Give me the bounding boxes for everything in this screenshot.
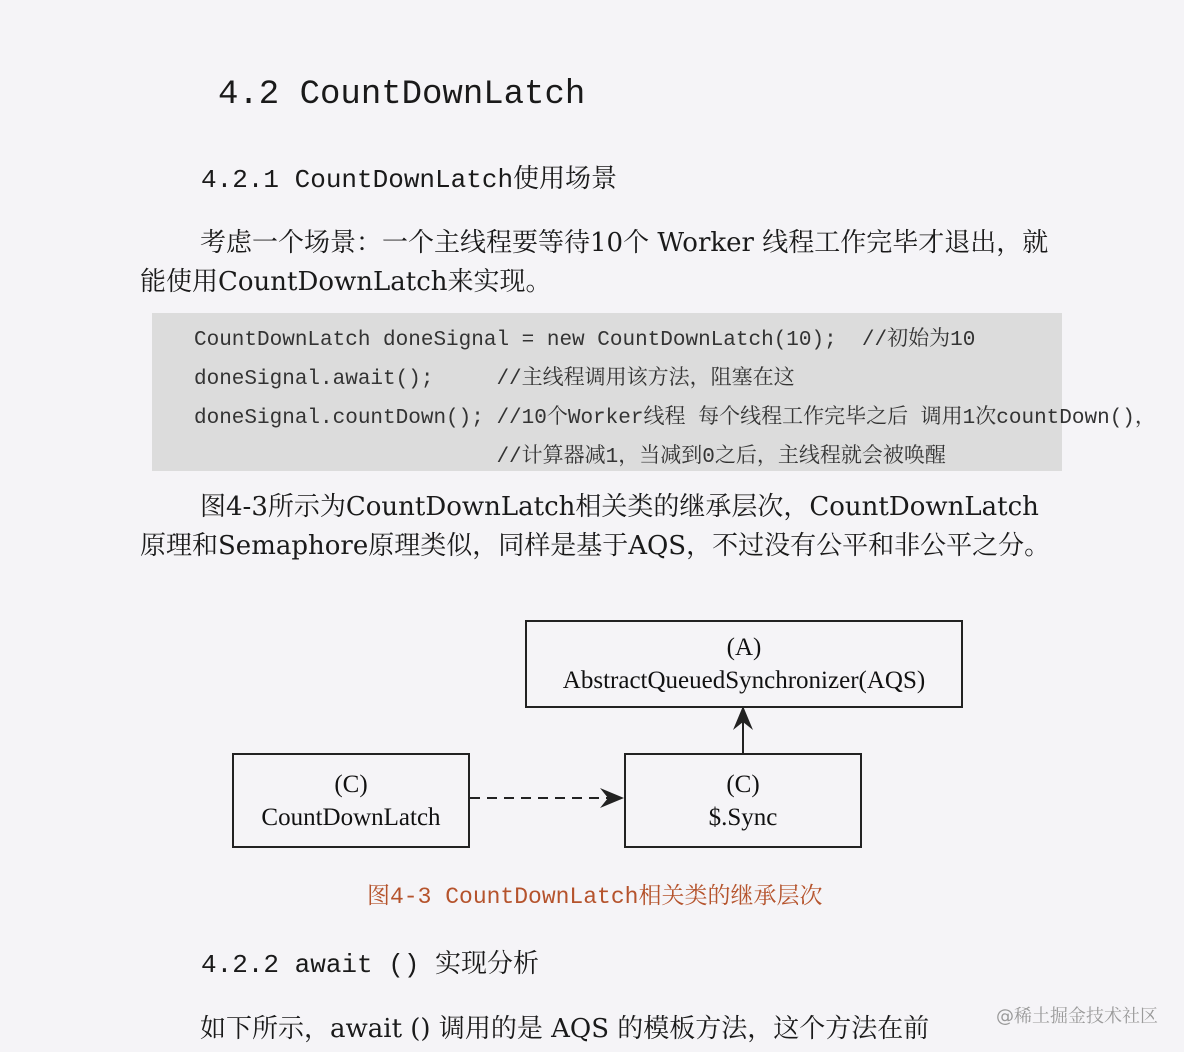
- node-aqs: [525, 620, 963, 708]
- section-title: 4.2 CountDownLatch: [218, 76, 586, 114]
- subsection-title-usage: 4.2.1 CountDownLatch使用场景: [201, 165, 618, 195]
- paragraph-hierarchy-text: 图4-3所示为CountDownLatch相关类的继承层次，CountDownLatch原理和Semaphore原理类似，同样是基于AQS，不过没有公平和非公平之分。: [140, 492, 1051, 561]
- subsection-title-await: 4.2.2 await () 实现分析: [201, 950, 540, 980]
- node-sync-name: $.Sync: [708, 803, 778, 831]
- node-countdownlatch-name: CountDownLatch: [261, 803, 441, 831]
- code-line: doneSignal.countDown(); //10个Worker线程 每个线程工作完毕之后 调用1次countDown()，: [194, 407, 1156, 430]
- paragraph-await-text: 如下所示，await () 调用的是 AQS 的模板方法，这个方法在前: [200, 1014, 930, 1044]
- paragraph-scenario-text: 考虑一个场景：一个主线程要等待10个 Worker 线程工作完毕才退出，就能使用CountDownLatch来实现。: [140, 228, 1049, 297]
- figure-caption: 图4-3 CountDownLatch相关类的继承层次: [367, 884, 823, 910]
- code-line: CountDownLatch doneSignal = new CountDownLatch(10); //初始为10: [194, 329, 976, 352]
- paragraph-await: [140, 1010, 1060, 1049]
- node-countdownlatch: [232, 753, 470, 848]
- node-countdownlatch-type: (C): [334, 770, 368, 798]
- node-sync: [624, 753, 862, 848]
- node-aqs-type: (A): [726, 634, 762, 661]
- code-line: doneSignal.await(); //主线程调用该方法，阻塞在这: [194, 368, 795, 391]
- code-line: //计算器减1，当减到0之后，主线程就会被唤醒: [194, 446, 946, 469]
- node-aqs-name: AbstractQueuedSynchronizer(AQS): [562, 667, 926, 694]
- watermark: @稀土掘金技术社区: [996, 1006, 1158, 1027]
- node-sync-type: (C): [726, 770, 760, 798]
